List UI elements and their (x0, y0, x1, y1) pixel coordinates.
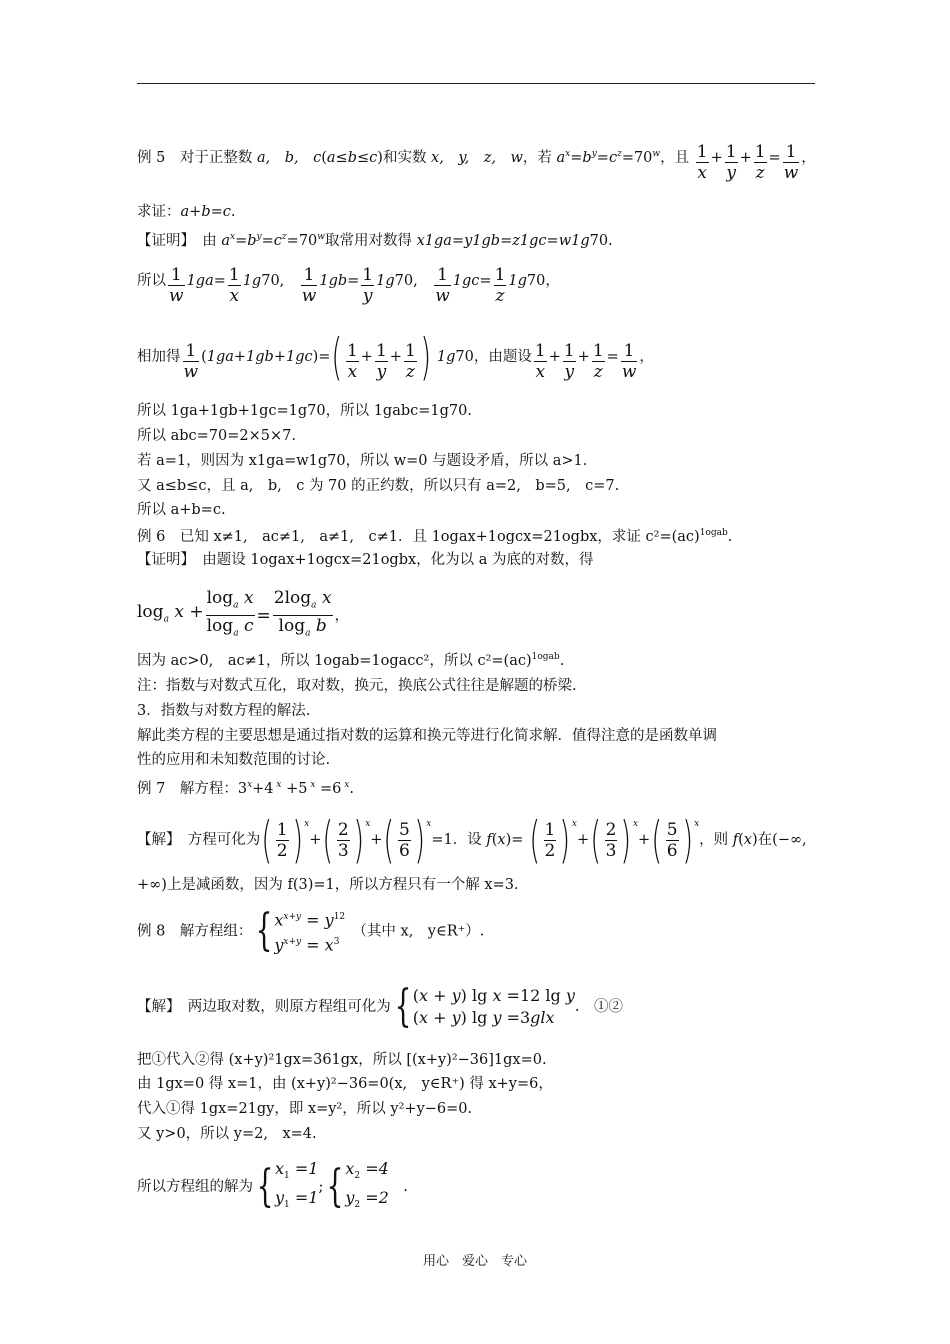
header-rule (137, 83, 815, 84)
final-solution: 所以方程组的解为{ $x_1 =1$ $y_1 =1$ ;{ $x_2 =4$ $y_2 =2$ . (137, 1159, 408, 1213)
paragraph-line-1: 解此类方程的主要思想是通过指对数的运算和换元等进行化简求解．值得注意的是函数单调 (137, 728, 717, 744)
example-6: 例 6 已知 x≠1, ac≠1, a≠1, c≠1．且 1ogax+1ogcx=21ogbx，求证 c²=(ac)$^{1ogab}$. (137, 528, 733, 545)
example-5: 例 5 对于正整数 a, b, c(a≤b≤c)和实数 x, y, z, w，若 $a^x=b^y=c^z=70^w$，且 $\frac{1}{x}$ + $\frac{1}{y}$ + $\frac{1}{z}$ = $\frac{1}{w}$ ， (137, 142, 816, 183)
section-3: 3．指数与对数方程的解法. (137, 703, 311, 719)
example-7: 例 7 解方程：$3^x+4$ $^x$ +5 $^x$ =6 $^x$. (137, 780, 354, 797)
solution-7: 【解】 方程可化为( $\frac{1}{2}$ )$^x$+( $\frac{2}{3}$ )$^x$+( $\frac{5}{6}$ )$^x$=1．设 f(x)= ( $\frac{1}{2}$ )$^x$+( $\frac{2}{3}$ )$^x$+( $\frac{5}{6}$ )$^x$，则 f(x)在(−∞, (137, 811, 807, 869)
line-abc: 所以 abc=70=2×5×7. (137, 428, 296, 444)
line-sub-1: 把①代入②得 (x+y)²1gx=361gx，所以 [(x+y)²−36]1gx=0. (137, 1052, 547, 1068)
line-ab: 又 a≤b≤c，且 a, b, c 为 70 的正约数，所以只有 a=2, b=5, c=7. (137, 478, 620, 494)
line-sub-3: 代入①得 1gx=21gy，即 x=y²，所以 y²+y−6=0. (137, 1101, 473, 1117)
prove-statement: 求证：a+b=c. (137, 204, 236, 220)
proof-line-1: 【证明】 由 $a^x=b^y=c^z=70^w$取常用对数得 x1ga=y1gb=z1gc=w1g70. (137, 232, 613, 249)
example-6-proof: 【证明】 由题设 1ogax+1ogcx=21ogbx，化为以 a 为底的对数，得 (137, 552, 594, 568)
line-a1: 若 a=1，则因为 x1ga=w1g70，所以 w=0 与题设矛盾，所以 a>1. (137, 453, 588, 469)
line-sub-4: 又 y>0，所以 y=2, x=4. (137, 1126, 317, 1142)
proof-line-3: 相加得 $\frac{1}{w}$ (1ga+1gb+1gc)=( $\frac{1}{x}$ + $\frac{1}{y}$ + $\frac{1}{z}$ ) 1g70，由题设 $\frac{1}{x}$ + $\frac{1}{y}$ + $\frac{1}{z}$ = $\frac{1}{w}$ ， (137, 328, 654, 386)
line-sum: 所以 1ga+1gb+1gc=1g70，所以 1gabc=1g70. (137, 403, 472, 419)
note: 注：指数与对数式互化，取对数，换元，换底公式往往是解题的桥梁. (137, 678, 577, 694)
line-sub-2: 由 1gx=0 得 x=1，由 (x+y)²−36=0(x, y∈R⁺) 得 x+y=6， (137, 1076, 553, 1092)
formula-log-base: $\log_a x$ + $\frac{\log_a x}{\log_a c}$ = $\frac{2\log_a x}{\log_a b}$ ， (137, 588, 350, 639)
paragraph-line-2: 性的应用和未知数范围的讨论. (137, 752, 331, 768)
solution-7-cont: +∞)上是减函数，因为 f(3)=1，所以方程只有一个解 x=3. (137, 877, 519, 893)
example-8: 例 8 解方程组：{ $x^{x+y} = y^{12}$ $y^{x+y} = x^3$ （其中 x, y∈R⁺）. (137, 905, 485, 957)
line-because: 因为 ac>0, ac≠1，所以 1ogab=1ogacc²，所以 c²=(ac)$^{1ogab}$. (137, 652, 565, 669)
proof-line-2: 所以 $\frac{1}{w}$ 1ga= $\frac{1}{x}$ 1g70, $\frac{1}{w}$ 1gb= $\frac{1}{y}$ 1g70, $\frac{1}{w}$ 1gc= $\frac{1}{z}$ 1g70， (137, 265, 560, 306)
page-footer: 用心 爱心 专心 (422, 1254, 527, 1269)
line-conclusion: 所以 a+b=c. (137, 502, 226, 518)
solution-8: 【解】 两边取对数，则原方程组可化为{ (x + y) lg x =12 lg y (x + y) lg y =3glx . ①② (137, 981, 624, 1032)
